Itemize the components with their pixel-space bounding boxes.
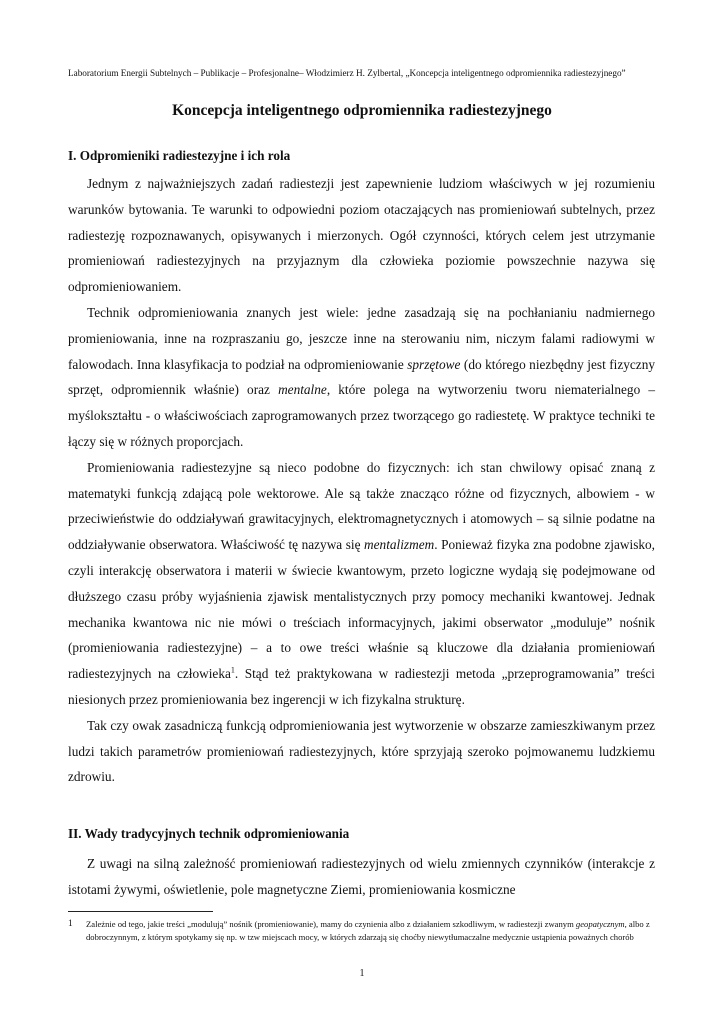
paragraph: Technik odpromieniowania znanych jest wiele: jedne zasadzają się na pochłanianiu nadmiernego promieniowania, inne na rozpraszaniu go, jeszcze inne na sterowaniu nim, niczym falami radiowymi w falowodach. Inna klasyfikacja to podział na odpromieniowanie sprzętowe (do którego niezbędny jest fizyczny sprzęt, odpromiennik właśnie) oraz mentalne, które polega na wytworzeniu tworu niematerialnego – myślokształtu - o właściwościach zaprogramowanych przez tworzącego go radiestetę. W praktyce techniki te łączy się w różnych proporcjach. [68,304,656,449]
document-title: Koncepcja inteligentnego odpromiennika radiestezyjnego [172,102,552,119]
emphasis: sprzętowe [407,356,461,372]
emphasis: geopatycznym [575,919,625,929]
paragraph: Promieniowania radiestezyjne są nieco podobne do fizycznych: ich stan chwilowy opisać znaną z matematyki funkcją zdającą pole wektorowe. Ale są także znacząco różne od fizycznych, albowiem - w przeciwieństwie do oddziaływań grawitacyjnych, elektromagnetycznych i atomowych – są silnie podatne na oddziaływanie obserwatora. Właściwość tę nazywa się mentalizmem. Ponieważ fizyka zna podobne zjawisko, czyli interakcję obserwatora i materii w świecie kwantowym, przeto logiczne wydają się podejmowane od dłuższego czasu próby wyjaśnienia zjawisk mentalistycznych przy pomocy mechaniki kwantowej. Jednak mechanika kwantowa nic nie mówi o treściach informacyjnych, jakimi obserwator „moduluje” nośnik (promieniowania radiestezyjne) – a to owe treści właśnie są kluczowe dla działania promieniowań radiestezyjnych na człowieka$^1$. Stąd też praktykowana w radiestezji metoda „przeprogramowania” treści niesionych przez promieniowania bez ingerencji w ich fizykalna strukturę. [68,459,655,707]
page-number: 1 [359,968,365,979]
footnote-text: Zależnie od tego, jakie treści „modulują” nośnik (promieniowanie), mamy do czynienia albo z działaniem szkodliwym, w radiestezji zwanym geopatycznym, albo z dobroczynnym, z którym spotykamy się np. w tzw miejscach mocy, w których zdarzają się choćby niewytłumaczalne medycznie ustąpienia poważnych chorób [86,919,650,942]
running-header: Laboratorium Energii Subtelnych – Publikacje – Profesjonalne– Włodzimierz H. Zylbertal, „Koncepcja inteligentnego odpromiennika radiestezyjnego” [68,68,626,78]
paragraph: Jednym z najważniejszych zadań radiestezji jest zapewnienie ludziom właściwych w jej rozumieniu warunków bytowania. Te warunki to odpowiedni poziom otaczających nas promieniowań subtelnych, przez radiestezję rozpoznawanych, opisywanych i mierzonych. Ogół czynności, których celem jest utrzymanie promieniowań radiestezyjnych na przyjaznym dla człowieka poziomie powszechnie nazywa się odpromieniowaniem. [68,176,655,295]
emphasis: mentalne [278,382,327,398]
paragraph: Z uwagi na silną zależność promieniowań radiestezyjnych od wielu zmiennych czynników (interakcje z istotami żywymi, oświetlenie, pole magnetyczne Ziemi, promieniowania kosmiczne [68,856,655,897]
section-2-heading: II. Wady tradycyjnych technik odpromieniowania [68,826,350,841]
section-1-heading: I. Odpromieniki radiestezyjne i ich rola [68,148,291,163]
section-1-body [68,171,655,790]
emphasis: mentalizmem [364,537,435,553]
footnote-reference[interactable]: 1 [230,665,235,675]
footnote-number: 1 [68,919,73,929]
paragraph: Tak czy owak zasadniczą funkcją odpromieniowania jest wytworzenie w obszarze zamieszkiwanym przez ludzi takich parametrów promieniowań radiestezyjnych, które sprzyjają szeroko pojmowanemu ludzkiemu zdrowiu. [68,717,655,785]
footnote-separator [68,911,213,912]
section-2-body [68,851,655,903]
footnote [68,918,658,943]
